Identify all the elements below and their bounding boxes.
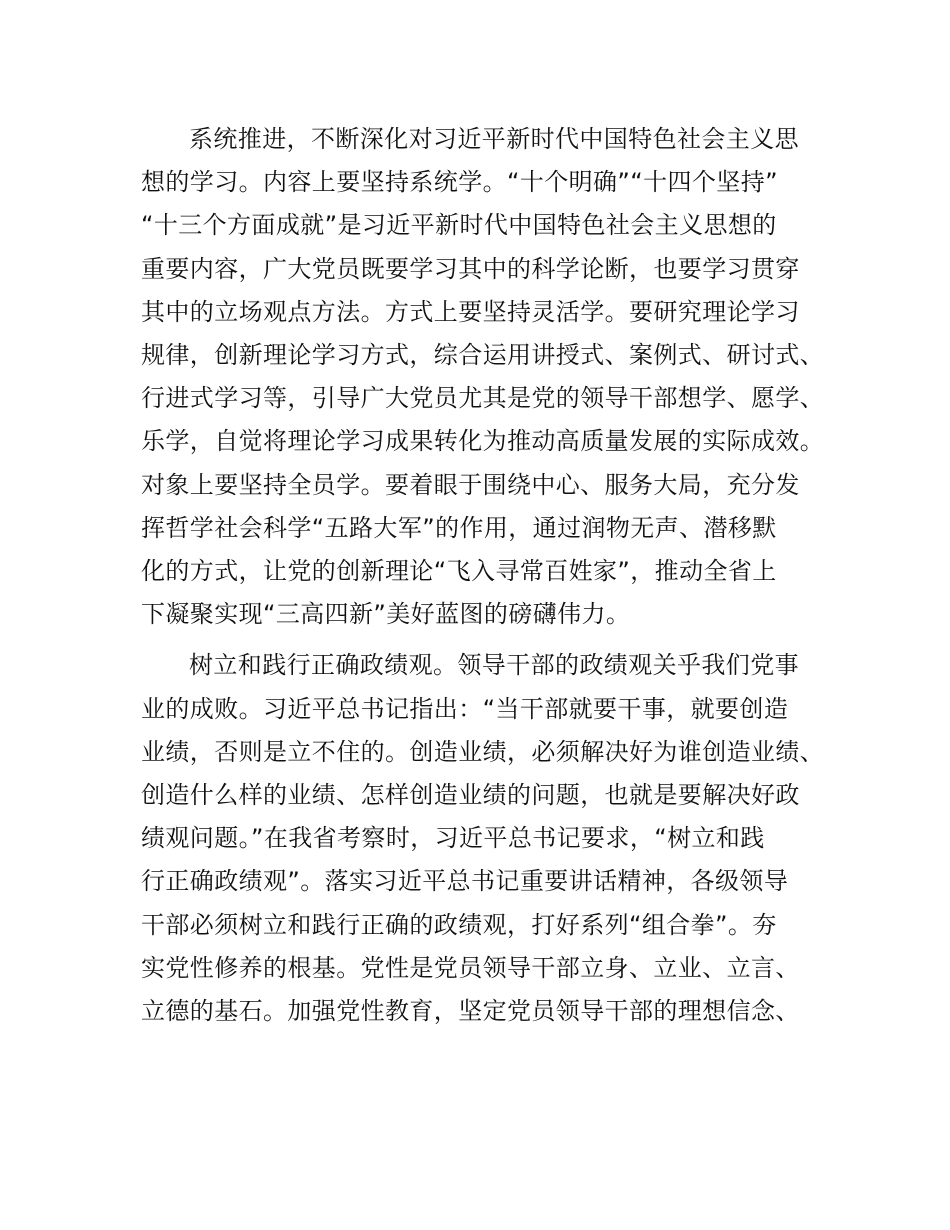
text-line: 化的方式，让党的创新理论“飞入寻常百姓家”，推动全省上 xyxy=(141,557,777,586)
text-line: 业的成败。习近平总书记指出：“当干部就要干事，就要创造 xyxy=(141,694,789,723)
text-line: 绩观问题。”在我省考察时，习近平总书记要求，“树立和践 xyxy=(141,824,765,853)
text-line: 业绩，否则是立不住的。创造业绩，必须解决好为谁创造业绩、 xyxy=(141,737,825,766)
text-line: 系统推进，不断深化对习近平新时代中国特色社会主义思 xyxy=(189,125,799,153)
text-line: 乐学，自觉将理论学习成果转化为推动高质量发展的实际成效。 xyxy=(141,427,825,456)
text-line: 干部必须树立和践行正确的政绩观，打好系列“组合拳”。夯 xyxy=(141,910,777,939)
text-line: 对象上要坚持全员学。要着眼于围绕中心、服务大局，充分发 xyxy=(141,470,800,499)
text-line: 重要内容，广大党员既要学习其中的科学论断，也要学习贯穿 xyxy=(141,254,800,283)
text-line: 行正确政绩观”。落实习近平总书记重要讲话精神，各级领导 xyxy=(141,867,789,896)
text-line: “十三个方面成就”是习近平新时代中国特色社会主义思想的 xyxy=(141,211,777,240)
text-line: 想的学习。内容上要坚持系统学。“十个明确”“十四个坚持” xyxy=(141,168,778,197)
text-line: 树立和践行正确政绩观。领导干部的政绩观关乎我们党事 xyxy=(189,651,799,680)
paragraph-1 xyxy=(141,118,831,636)
text-line: 规律，创新理论学习方式，综合运用讲授式、案例式、研讨式、 xyxy=(141,341,825,370)
text-line: 下凝聚实现“三高四新”美好蓝图的磅礴伟力。 xyxy=(141,600,631,629)
text-line: 其中的立场观点方法。方式上要坚持灵活学。要研究理论学习 xyxy=(141,297,800,326)
text-line: 挥哲学社会科学“五路大军”的作用，通过润物无声、潜移默 xyxy=(141,513,777,542)
paragraph-2 xyxy=(141,644,831,1033)
text-line: 创造什么样的业绩、怎样创造业绩的问题，也就是要解决好政 xyxy=(141,781,800,810)
text-line: 行进式学习等，引导广大党员尤其是党的领导干部想学、愿学、 xyxy=(141,384,825,413)
text-line: 立德的基石。加强党性教育，坚定党员领导干部的理想信念、 xyxy=(141,997,800,1026)
document-body xyxy=(141,118,831,1033)
text-line: 实党性修养的根基。党性是党员领导干部立身、立业、立言、 xyxy=(141,953,800,982)
